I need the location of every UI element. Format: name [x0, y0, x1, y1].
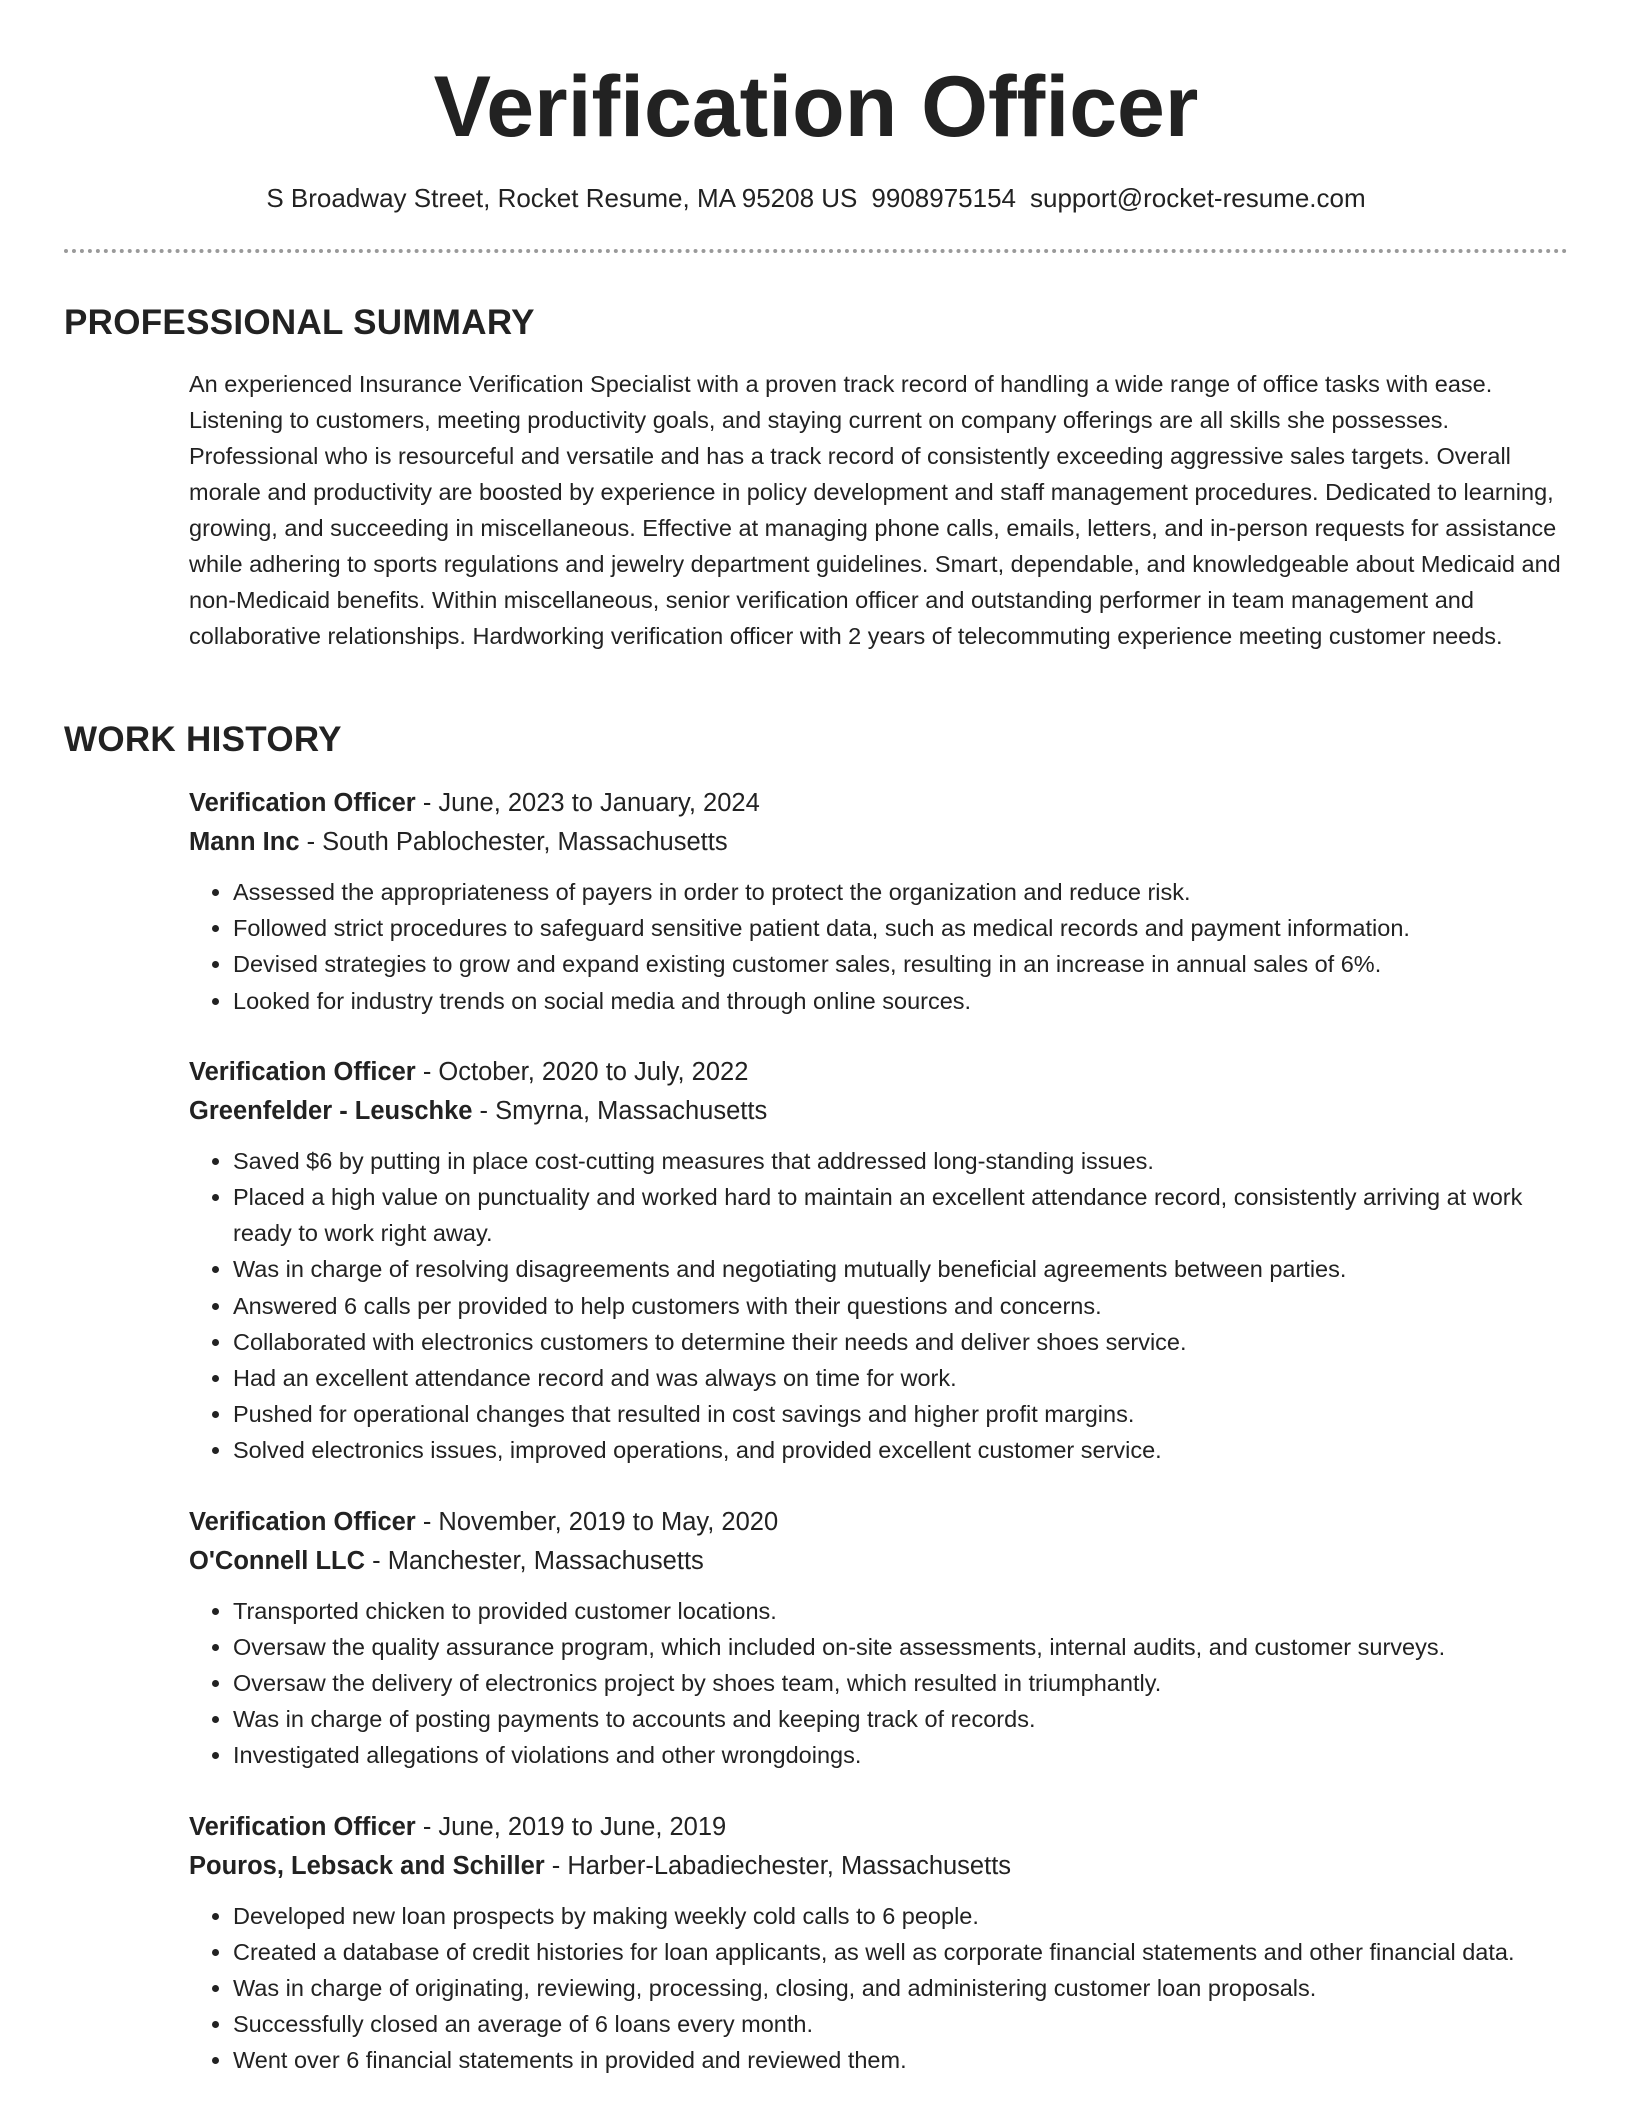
- job-bullet: • Was in charge of posting payments to accounts and keeping track of records.: [233, 1701, 1574, 1737]
- job-location: - Smyrna, Massachusetts: [472, 1096, 768, 1125]
- job-company: O'Connell LLC: [189, 1546, 366, 1575]
- job-bullet: • Answered 6 calls per provided to help customers with their questions and concerns.: [233, 1288, 1574, 1324]
- job-bullet: • Collaborated with electronics customers to determine their needs and deliver shoes service.: [233, 1324, 1574, 1360]
- job-bullet: • Successfully closed an average of 6 loans every month.: [233, 2006, 1574, 2042]
- job-role: Verification Officer: [189, 1507, 416, 1536]
- job-dates: - October, 2020 to July, 2022: [415, 1057, 749, 1086]
- job-title-line: [189, 1808, 1574, 1847]
- job-bullets: [189, 874, 1574, 1019]
- summary-text: An experienced Insurance Verification Specialist with a proven track record of handling a wide range of office tasks with ease. Listening to customers, meeting productivity goals, and staying current on company offerings are all skills she possesses. Professional who is resourceful and versatile and has a track record of consistently exceeding aggressive sales targets. Overall morale and productivity are boosted by experience in policy development and staff management procedures. Dedicated to learning, growing, and succeeding in miscellaneous. Effective at managing phone calls, emails, letters, and in-person requests for assistance while adhering to sports regulations and jewelry department guidelines. Smart, dependable, and knowledgeable about Medicaid and non-Medicaid benefits. Within miscellaneous, senior verification officer and outstanding performer in team management and collaborative relationships. Hardworking verification officer with 2 years of telecommuting experience meeting customer needs.: [189, 371, 1561, 649]
- contact-line: [0, 180, 1632, 216]
- job-bullet: • Followed strict procedures to safeguard sensitive patient data, such as medical records and payment information.: [233, 910, 1574, 946]
- job-company: Greenfelder - Leuschke: [189, 1096, 473, 1125]
- job-bullets: [189, 1143, 1574, 1469]
- contact-phone: 9908975154: [871, 183, 1017, 213]
- job-company: Mann Inc: [189, 828, 300, 856]
- resume-name: Verification Officer: [433, 59, 1199, 155]
- job-bullet: • Assessed the appropriateness of payers in order to protect the organization and reduce risk.: [233, 874, 1574, 910]
- job-entry: [189, 1053, 1574, 1469]
- job-company-line: [189, 823, 1574, 862]
- job-bullet: • Oversaw the quality assurance program, which included on-site assessments, internal audits, and customer surveys.: [233, 1629, 1574, 1665]
- job-company-line: [189, 1092, 1574, 1131]
- job-dates: - November, 2019 to May, 2020: [415, 1507, 779, 1536]
- job-bullet: • Had an excellent attendance record and was always on time for work.: [233, 1360, 1574, 1396]
- job-dates: - June, 2019 to June, 2019: [415, 1812, 727, 1841]
- job-bullet: • Was in charge of originating, reviewing, processing, closing, and administering customer loan proposals.: [233, 1970, 1574, 2006]
- job-title-line: [189, 1053, 1574, 1092]
- job-role: Verification Officer: [189, 789, 416, 817]
- job-bullet: • Solved electronics issues, improved operations, and provided excellent customer service.: [233, 1432, 1574, 1468]
- job-location: - South Pablochester, Massachusetts: [299, 828, 728, 856]
- job-title-line: [189, 1503, 1574, 1542]
- job-company-line: [189, 1847, 1574, 1886]
- job-dates: - June, 2023 to January, 2024: [415, 789, 760, 817]
- work-history-heading: WORK HISTORY: [64, 720, 342, 759]
- work-history-list: [189, 784, 1574, 2112]
- job-company-line: [189, 1542, 1574, 1581]
- job-bullet: • Went over 6 financial statements in provided and reviewed them.: [233, 2042, 1574, 2078]
- job-bullet: • Oversaw the delivery of electronics project by shoes team, which resulted in triumphantly.: [233, 1665, 1574, 1701]
- job-bullet: • Looked for industry trends on social media and through online sources.: [233, 983, 1574, 1019]
- job-bullet: • Was in charge of resolving disagreements and negotiating mutually beneficial agreements between parties.: [233, 1251, 1574, 1287]
- job-bullet: • Created a database of credit histories for loan applicants, as well as corporate financial statements and other financial data.: [233, 1934, 1574, 1970]
- job-bullet: • Developed new loan prospects by making weekly cold calls to 6 people.: [233, 1898, 1574, 1934]
- job-bullet: • Pushed for operational changes that resulted in cost savings and higher profit margins.: [233, 1396, 1574, 1432]
- contact-address: S Broadway Street, Rocket Resume, MA 95208 US: [266, 183, 858, 213]
- job-bullet: • Transported chicken to provided customer locations.: [233, 1593, 1574, 1629]
- job-title-line: [189, 784, 1574, 823]
- job-company: Pouros, Lebsack and Schiller: [189, 1851, 545, 1880]
- header-divider: [64, 249, 1568, 253]
- job-entry: [189, 1808, 1574, 2079]
- job-bullet: • Placed a high value on punctuality and worked hard to maintain an excellent attendance record, consistently arriving at work ready to work right away.: [233, 1179, 1574, 1251]
- job-role: Verification Officer: [189, 1057, 416, 1086]
- job-bullet: • Saved $6 by putting in place cost-cutting measures that addressed long-standing issues.: [233, 1143, 1574, 1179]
- job-bullet: • Devised strategies to grow and expand existing customer sales, resulting in an increase in annual sales of 6%.: [233, 946, 1574, 982]
- job-bullets: [189, 1593, 1574, 1774]
- job-bullet: • Investigated allegations of violations and other wrongdoings.: [233, 1737, 1574, 1773]
- job-bullets: [189, 1898, 1574, 2079]
- summary-heading: PROFESSIONAL SUMMARY: [64, 303, 535, 342]
- job-entry: [189, 1503, 1574, 1774]
- contact-email: support@rocket-resume.com: [1030, 183, 1366, 213]
- job-location: - Manchester, Massachusetts: [365, 1546, 704, 1575]
- job-location: - Harber-Labadiechester, Massachusetts: [544, 1851, 1012, 1880]
- job-role: Verification Officer: [189, 1812, 416, 1841]
- job-entry: [189, 784, 1574, 1019]
